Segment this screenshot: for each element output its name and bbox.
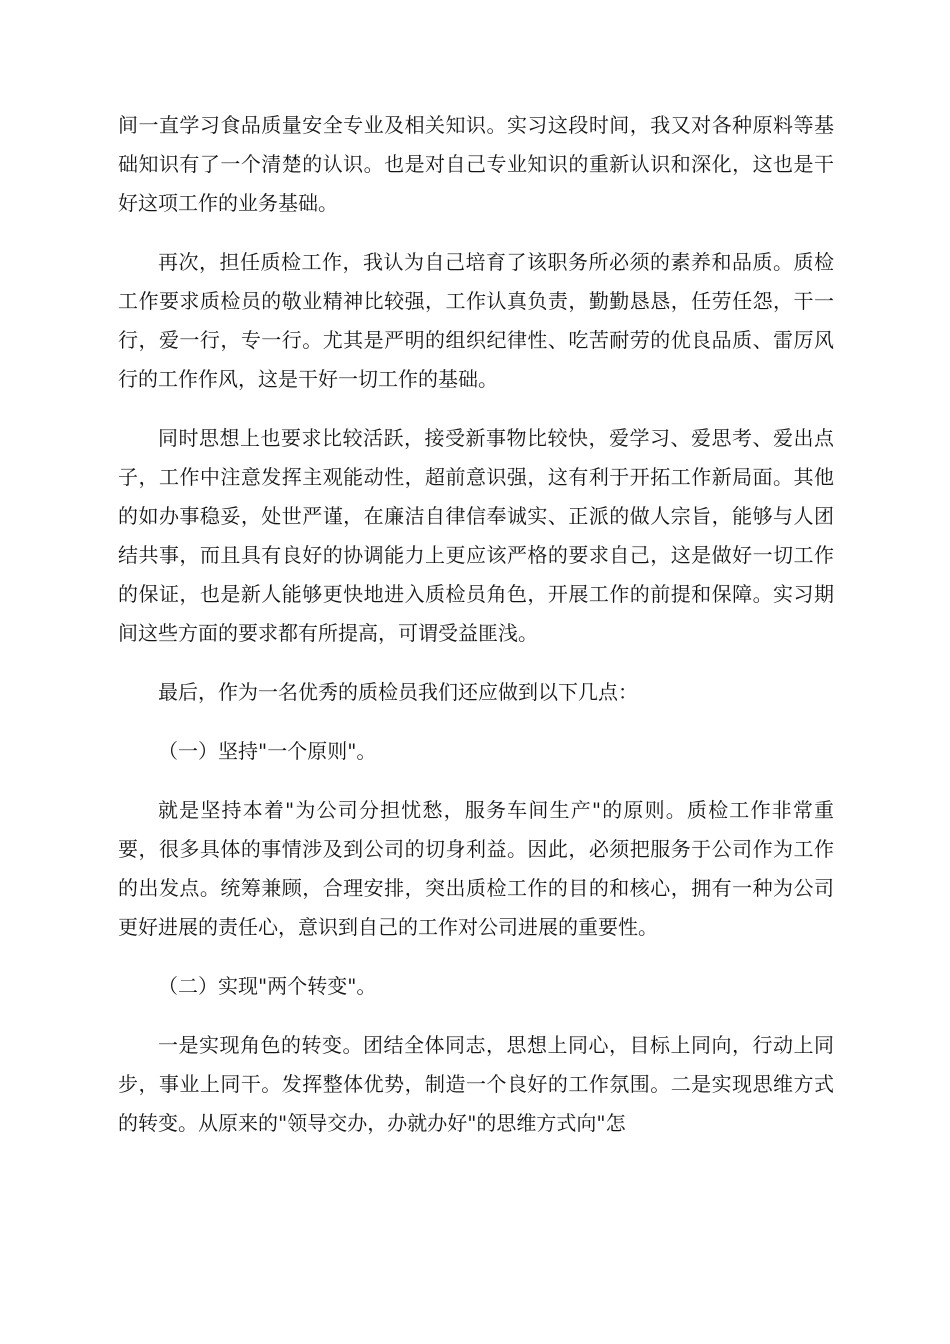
document-page	[118, 106, 834, 1163]
paragraph-5: 就是坚持本着"为公司分担忧愁，服务车间生产"的原则。质检工作非常重要，很多具体的事情涉及到公司的切身利益。因此，必须把服务于公司作为工作的出发点。统筹兼顾，合理安排，突出质检工作的目的和核心，拥有一种为公司更好进展的责任心，意识到自己的工作对公司进展的重要性。	[118, 798, 834, 939]
paragraph-6: 一是实现角色的转变。团结全体同志，思想上同心，目标上同向，行动上同步，事业上同干。发挥整体优势，制造一个良好的工作氛围。二是实现思维方式的转变。从原来的"领导交办，办就办好"的思维方式向"怎	[118, 1033, 834, 1135]
paragraph-2: 再次，担任质检工作，我认为自己培育了该职务所必须的素养和品质。质检工作要求质检员的敬业精神比较强，工作认真负责，勤勤恳恳，任劳任怨，干一行，爱一行，专一行。尤其是严明的组织纪律性、吃苦耐劳的优良品质、雷厉风行的工作作风，这是干好一切工作的基础。	[118, 250, 834, 391]
section-heading-2: （二）实现"两个转变"。	[158, 974, 377, 998]
section-heading-1: （一）坚持"一个原则"。	[158, 739, 377, 763]
paragraph-1: 间一直学习食品质量安全专业及相关知识。实习这段时间，我又对各种原料等基础知识有了一个清楚的认识。也是对自己专业知识的重新认识和深化，这也是干好这项工作的业务基础。	[118, 113, 834, 215]
paragraph-4: 最后，作为一名优秀的质检员我们还应做到以下几点：	[158, 680, 638, 704]
paragraph-3: 同时思想上也要求比较活跃，接受新事物比较快，爱学习、爱思考、爱出点子，工作中注意发挥主观能动性，超前意识强，这有利于开拓工作新局面。其他的如办事稳妥，处世严谨，在廉洁自律信奉诚实、正派的做人宗旨，能够与人团结共事，而且具有良好的协调能力上更应该严格的要求自己，这是做好一切工作的保证，也是新人能够更快地进入质检员角色，开展工作的前提和保障。实习期间这些方面的要求都有所提高，可谓受益匪浅。	[118, 426, 834, 645]
